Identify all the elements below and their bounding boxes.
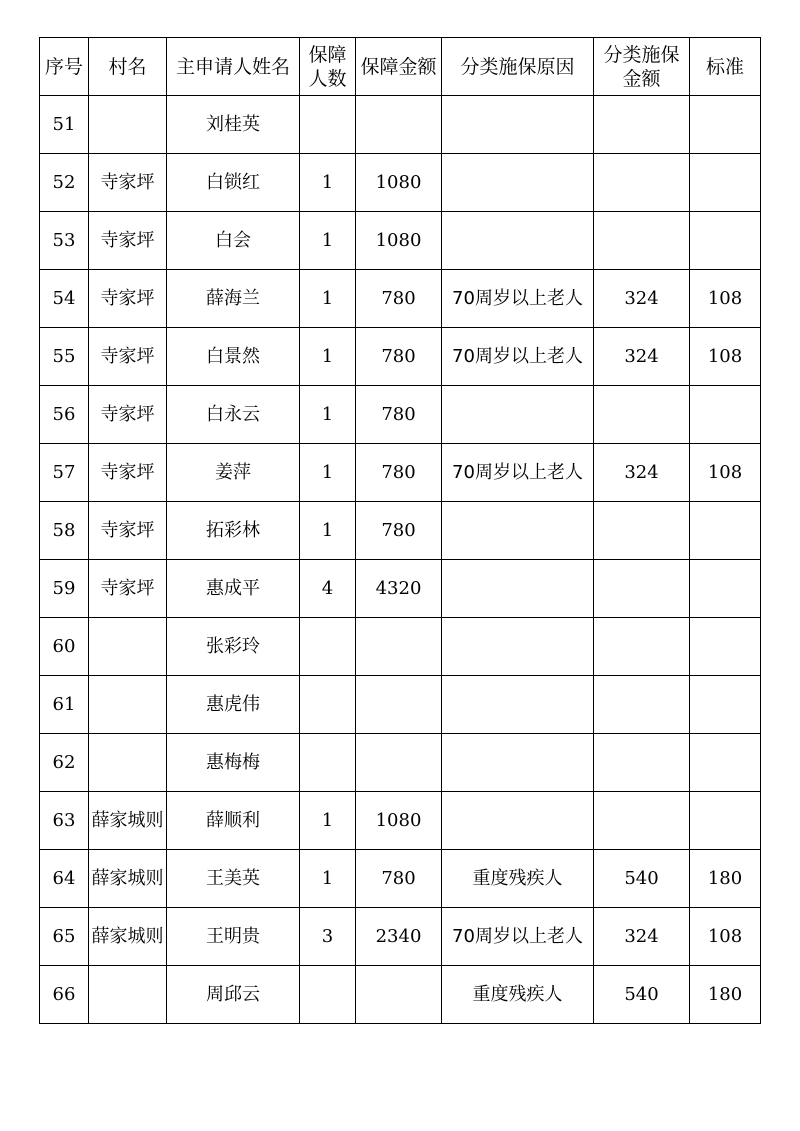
cell-standard	[690, 212, 761, 270]
cell-count: 4	[300, 560, 356, 618]
cell-standard	[690, 734, 761, 792]
cell-reason	[442, 96, 594, 154]
cell-village: 寺家坪	[89, 328, 167, 386]
cell-village	[89, 96, 167, 154]
cell-class-amount	[594, 502, 690, 560]
cell-amount: 780	[356, 386, 442, 444]
cell-count: 1	[300, 792, 356, 850]
header-standard: 标准	[690, 38, 761, 96]
cell-village: 薛家城则	[89, 792, 167, 850]
cell-applicant: 白永云	[167, 386, 300, 444]
cell-reason: 重度残疾人	[442, 850, 594, 908]
table-row	[40, 328, 761, 386]
cell-applicant: 拓彩林	[167, 502, 300, 560]
cell-village: 寺家坪	[89, 154, 167, 212]
table-row	[40, 386, 761, 444]
table-row	[40, 676, 761, 734]
cell-count: 1	[300, 328, 356, 386]
cell-seq: 61	[40, 676, 89, 734]
table-row	[40, 212, 761, 270]
cell-class-amount	[594, 96, 690, 154]
cell-class-amount	[594, 618, 690, 676]
table-row	[40, 850, 761, 908]
cell-count	[300, 618, 356, 676]
cell-village: 寺家坪	[89, 270, 167, 328]
cell-count: 1	[300, 386, 356, 444]
cell-applicant: 白锁红	[167, 154, 300, 212]
cell-village	[89, 966, 167, 1024]
cell-seq: 58	[40, 502, 89, 560]
cell-count: 1	[300, 502, 356, 560]
cell-count	[300, 96, 356, 154]
cell-standard: 108	[690, 444, 761, 502]
table-row	[40, 618, 761, 676]
cell-applicant: 白会	[167, 212, 300, 270]
cell-applicant: 周邱云	[167, 966, 300, 1024]
assistance-table	[39, 37, 761, 1024]
cell-count: 3	[300, 908, 356, 966]
cell-amount: 1080	[356, 792, 442, 850]
cell-applicant: 薛海兰	[167, 270, 300, 328]
cell-amount: 1080	[356, 212, 442, 270]
cell-class-amount	[594, 560, 690, 618]
cell-amount: 4320	[356, 560, 442, 618]
cell-seq: 65	[40, 908, 89, 966]
cell-class-amount: 324	[594, 270, 690, 328]
cell-standard	[690, 502, 761, 560]
cell-applicant: 惠梅梅	[167, 734, 300, 792]
cell-count	[300, 676, 356, 734]
cell-seq: 63	[40, 792, 89, 850]
cell-seq: 56	[40, 386, 89, 444]
cell-applicant: 王美英	[167, 850, 300, 908]
cell-count	[300, 966, 356, 1024]
cell-reason	[442, 386, 594, 444]
cell-applicant: 王明贵	[167, 908, 300, 966]
cell-seq: 59	[40, 560, 89, 618]
cell-seq: 53	[40, 212, 89, 270]
cell-amount: 780	[356, 502, 442, 560]
cell-seq: 62	[40, 734, 89, 792]
cell-count: 1	[300, 444, 356, 502]
header-amount: 保障金额	[356, 38, 442, 96]
cell-applicant: 惠虎伟	[167, 676, 300, 734]
cell-count: 1	[300, 850, 356, 908]
cell-reason: 70周岁以上老人	[442, 270, 594, 328]
cell-amount	[356, 96, 442, 154]
cell-class-amount	[594, 212, 690, 270]
cell-amount: 780	[356, 270, 442, 328]
cell-amount: 780	[356, 328, 442, 386]
cell-village	[89, 734, 167, 792]
cell-standard: 180	[690, 966, 761, 1024]
cell-class-amount	[594, 154, 690, 212]
cell-village: 寺家坪	[89, 502, 167, 560]
cell-class-amount: 324	[594, 444, 690, 502]
table-row	[40, 502, 761, 560]
cell-reason	[442, 560, 594, 618]
cell-applicant: 张彩玲	[167, 618, 300, 676]
cell-village	[89, 618, 167, 676]
cell-amount: 780	[356, 850, 442, 908]
cell-amount	[356, 734, 442, 792]
cell-village: 寺家坪	[89, 212, 167, 270]
cell-reason: 重度残疾人	[442, 966, 594, 1024]
cell-amount: 1080	[356, 154, 442, 212]
header-village: 村名	[89, 38, 167, 96]
table-row	[40, 966, 761, 1024]
table-row	[40, 792, 761, 850]
cell-class-amount: 540	[594, 966, 690, 1024]
cell-applicant: 薛顺利	[167, 792, 300, 850]
table-row	[40, 96, 761, 154]
cell-standard	[690, 676, 761, 734]
cell-standard: 108	[690, 908, 761, 966]
header-applicant: 主申请人姓名	[167, 38, 300, 96]
cell-reason: 70周岁以上老人	[442, 908, 594, 966]
cell-reason: 70周岁以上老人	[442, 444, 594, 502]
cell-class-amount	[594, 386, 690, 444]
cell-reason	[442, 734, 594, 792]
cell-seq: 55	[40, 328, 89, 386]
cell-seq: 57	[40, 444, 89, 502]
cell-reason	[442, 618, 594, 676]
cell-seq: 54	[40, 270, 89, 328]
cell-count: 1	[300, 270, 356, 328]
cell-applicant: 刘桂英	[167, 96, 300, 154]
cell-reason	[442, 212, 594, 270]
header-class-amount: 分类施保金额	[594, 38, 690, 96]
cell-seq: 66	[40, 966, 89, 1024]
table-row	[40, 734, 761, 792]
cell-applicant: 惠成平	[167, 560, 300, 618]
cell-class-amount	[594, 734, 690, 792]
table-row	[40, 270, 761, 328]
header-row	[40, 38, 761, 96]
table-row	[40, 154, 761, 212]
cell-amount	[356, 966, 442, 1024]
cell-seq: 64	[40, 850, 89, 908]
cell-count: 1	[300, 212, 356, 270]
cell-reason: 70周岁以上老人	[442, 328, 594, 386]
cell-standard: 108	[690, 270, 761, 328]
cell-applicant: 姜萍	[167, 444, 300, 502]
cell-village: 薛家城则	[89, 850, 167, 908]
cell-standard	[690, 560, 761, 618]
cell-reason	[442, 154, 594, 212]
cell-seq: 51	[40, 96, 89, 154]
table-row	[40, 908, 761, 966]
cell-count	[300, 734, 356, 792]
table-body	[40, 96, 761, 1024]
cell-class-amount: 324	[594, 908, 690, 966]
cell-seq: 60	[40, 618, 89, 676]
cell-class-amount	[594, 792, 690, 850]
cell-standard	[690, 154, 761, 212]
cell-standard	[690, 792, 761, 850]
cell-reason	[442, 792, 594, 850]
table-row	[40, 560, 761, 618]
cell-amount: 780	[356, 444, 442, 502]
cell-village: 寺家坪	[89, 560, 167, 618]
header-count: 保障人数	[300, 38, 356, 96]
cell-seq: 52	[40, 154, 89, 212]
header-seq: 序号	[40, 38, 89, 96]
cell-class-amount: 324	[594, 328, 690, 386]
cell-standard	[690, 96, 761, 154]
cell-standard	[690, 618, 761, 676]
cell-standard: 180	[690, 850, 761, 908]
cell-village: 薛家城则	[89, 908, 167, 966]
cell-count: 1	[300, 154, 356, 212]
cell-reason	[442, 676, 594, 734]
cell-applicant: 白景然	[167, 328, 300, 386]
cell-reason	[442, 502, 594, 560]
cell-class-amount: 540	[594, 850, 690, 908]
cell-amount	[356, 676, 442, 734]
cell-village	[89, 676, 167, 734]
cell-standard: 108	[690, 328, 761, 386]
cell-standard	[690, 386, 761, 444]
header-reason: 分类施保原因	[442, 38, 594, 96]
cell-village: 寺家坪	[89, 444, 167, 502]
cell-amount	[356, 618, 442, 676]
cell-class-amount	[594, 676, 690, 734]
table-row	[40, 444, 761, 502]
cell-amount: 2340	[356, 908, 442, 966]
cell-village: 寺家坪	[89, 386, 167, 444]
